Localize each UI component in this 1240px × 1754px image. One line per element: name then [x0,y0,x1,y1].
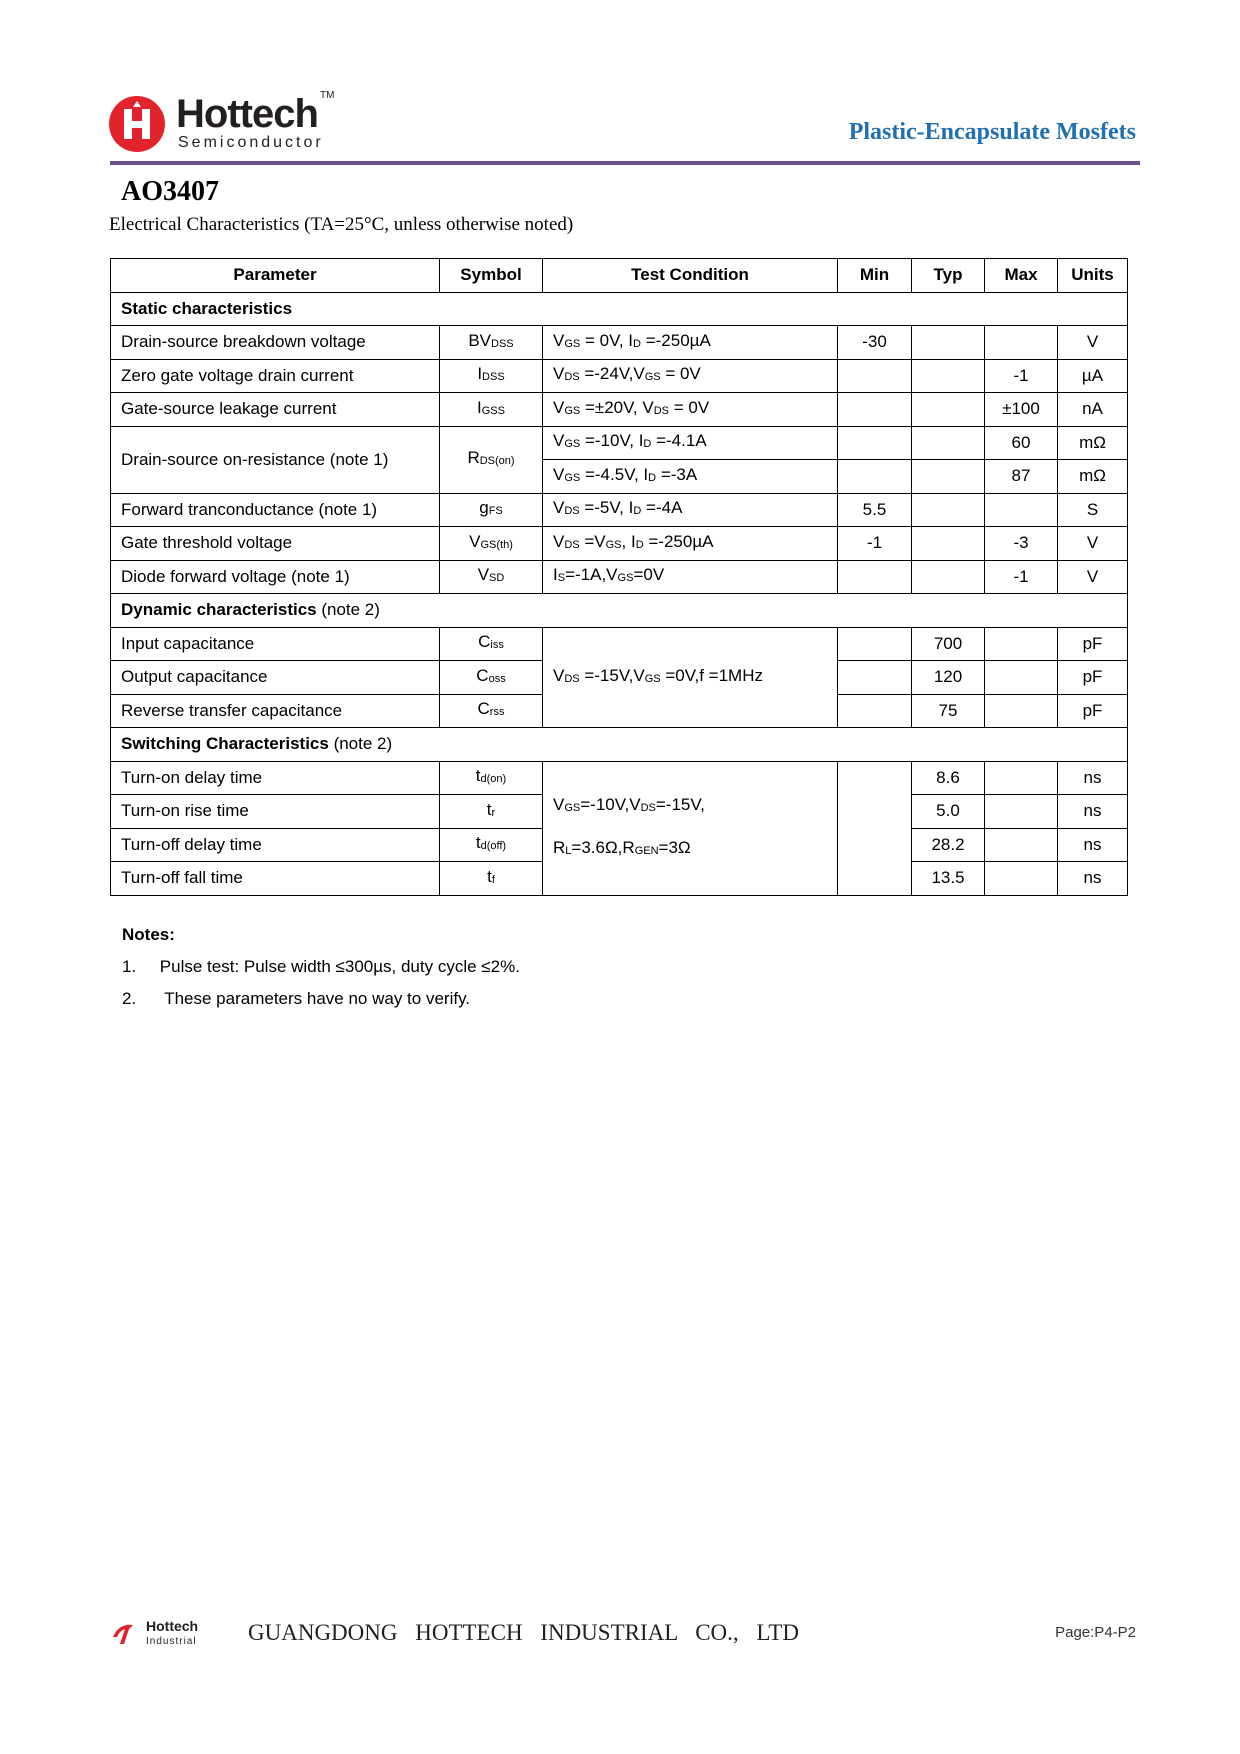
max-cell [985,326,1058,360]
note-reference: (note 2) [328,734,393,754]
typ-cell: 120 [912,661,985,695]
parameter-cell: Turn-on delay time [111,761,440,795]
table-row [111,426,1128,460]
notes-title: Notes: [122,925,175,944]
parameter-cell: Turn-off delay time [111,828,440,862]
symbol-cell [440,795,543,829]
footer-logo [110,1617,210,1647]
condition-cell: $I_S=-1A,V_{GS}=0V$ [543,560,838,594]
typ-cell [912,493,985,527]
column-header: Max [985,259,1058,293]
unit-cell: ns [1058,795,1128,829]
max-cell: 60 [985,426,1058,460]
max-cell: -1 [985,560,1058,594]
table-row [111,326,1128,360]
table-row [111,359,1128,393]
column-header: Min [838,259,912,293]
symbol-main: t [475,833,481,853]
unit-cell: nA [1058,393,1128,427]
symbol-cell [440,527,543,561]
header-title: Plastic-Encapsulate Mosfets [848,119,1136,145]
footer-company: GUANGDONG HOTTECH INDUSTRIAL CO., LTD [248,1620,799,1645]
parameter-cell: Drain-source on-resistance (note 1) [111,426,440,493]
unit-cell: mΩ [1058,460,1128,494]
symbol-cell [440,862,543,896]
section-title: Electrical Characteristics (TA=25°C, unless otherwise noted) [109,214,574,235]
symbol-subscript: GS(th) [480,538,513,551]
unit-cell: mΩ [1058,426,1128,460]
symbol-subscript: SD [489,572,505,585]
table-row [111,393,1128,427]
symbol-main: C [476,665,489,685]
column-header: Test Condition [543,259,838,293]
condition-cell: $V_{GS} = 0V$, $I_D =-250\mu A$ [543,326,838,360]
parameter-cell: Input capacitance [111,627,440,661]
parameter-cell: Gate-source leakage current [111,393,440,427]
typ-cell [912,359,985,393]
max-cell [985,761,1058,795]
typ-cell [912,560,985,594]
symbol-main: BV [468,330,492,350]
max-cell [985,661,1058,695]
table-row [111,527,1128,561]
typ-cell: 5.0 [912,795,985,829]
symbol-subscript: iss [490,639,504,652]
symbol-main: g [479,498,489,518]
column-header: Parameter [111,259,440,293]
symbol-main: t [486,799,492,819]
condition-cell: $V_{GS} =\pm 20V$, $V_{DS} = 0V$ [543,393,838,427]
column-header: Symbol [440,259,543,293]
symbol-cell [440,627,543,661]
typ-cell: 28.2 [912,828,985,862]
condition-cell: $V_{DS} =-24V,V_{GS} = 0V$ [543,359,838,393]
typ-cell: 8.6 [912,761,985,795]
max-cell: -1 [985,359,1058,393]
table-row [111,761,1128,795]
symbol-subscript: FS [488,505,503,518]
min-cell [838,560,912,594]
max-cell: -3 [985,527,1058,561]
trademark-mark: TM [320,90,335,101]
symbol-subscript: f [491,873,495,886]
parameter-cell: Forward tranconductance (note 1) [111,493,440,527]
symbol-cell [440,426,543,493]
unit-cell: ns [1058,862,1128,896]
footer-logo-sub: Industrial [146,1636,197,1647]
symbol-subscript: GSS [481,404,505,417]
symbol-main: C [477,699,490,719]
symbol-cell [440,393,543,427]
unit-cell: pF [1058,661,1128,695]
min-cell [838,627,912,661]
symbol-cell [440,560,543,594]
unit-cell: V [1058,560,1128,594]
min-cell [838,426,912,460]
hottech-logo-icon [108,95,166,153]
section-row [111,594,1128,628]
parameter-cell: Reverse transfer capacitance [111,694,440,728]
footer-logo-text: Hottech [146,1618,199,1634]
min-cell [838,694,912,728]
min-cell [838,761,912,895]
condition-cell: $V_{DS} =V_{GS}$, $I_D =-250\mu A$ [543,527,838,561]
min-cell: -30 [838,326,912,360]
symbol-main: I [477,397,482,417]
table-header-row [111,259,1128,293]
parameter-cell: Gate threshold voltage [111,527,440,561]
notes-block [122,919,520,1015]
typ-cell: 13.5 [912,862,985,896]
unit-cell: µA [1058,359,1128,393]
unit-cell: pF [1058,627,1128,661]
typ-cell [912,426,985,460]
max-cell: ±100 [985,393,1058,427]
section-label-dynamic [111,594,1128,628]
section-label-switching [111,728,1128,762]
symbol-subscript: r [491,806,496,819]
column-header: Typ [912,259,985,293]
min-cell [838,359,912,393]
table-row [111,627,1128,661]
symbol-subscript: DS(on) [479,455,515,467]
unit-cell: S [1058,493,1128,527]
unit-cell: V [1058,326,1128,360]
parameter-cell: Turn-on rise time [111,795,440,829]
parameter-cell: Output capacitance [111,661,440,695]
note-item: 1. Pulse test: Pulse width ≤300µs, duty cycle ≤2%. [122,957,520,976]
max-cell [985,862,1058,896]
symbol-subscript: oss [488,672,506,685]
brand-subtitle: Semiconductor [178,134,324,151]
page-number: Page:P4-P2 [1055,1624,1136,1641]
min-cell [838,393,912,427]
min-cell [838,661,912,695]
parameter-cell: Diode forward voltage (note 1) [111,560,440,594]
table-row [111,493,1128,527]
max-cell [985,828,1058,862]
condition-cell: $V_{GS} =-10V$, $I_D =-4.1A$ [543,426,838,460]
typ-cell: 700 [912,627,985,661]
symbol-main: t [475,766,481,786]
symbol-main: t [487,866,492,886]
section-label-static: Static characteristics [111,292,1128,326]
header-divider [110,161,1140,165]
unit-cell: V [1058,527,1128,561]
parameter-cell: Drain-source breakdown voltage [111,326,440,360]
table-row [111,560,1128,594]
condition-cell: $V_{DS} =-5V$, $I_D =-4A$ [543,493,838,527]
condition-cell: $V_{GS} =-4.5V$, $I_D =-3A$ [543,460,838,494]
symbol-subscript: DSS [482,371,505,384]
symbol-cell [440,326,543,360]
max-cell [985,627,1058,661]
part-number: AO3407 [121,176,219,207]
section-title-dynamic: Dynamic characteristics [121,600,317,620]
symbol-main: R [467,448,480,467]
symbol-subscript: rss [489,706,505,719]
symbol-cell [440,359,543,393]
max-cell [985,493,1058,527]
symbol-main: C [478,632,491,652]
max-cell [985,694,1058,728]
symbol-main: I [477,364,483,384]
note-item: 2. These parameters have no way to verify. [122,989,471,1008]
symbol-subscript: d(on) [480,773,507,786]
symbol-cell [440,493,543,527]
column-header: Units [1058,259,1128,293]
unit-cell: ns [1058,828,1128,862]
condition-cell: $V_{DS} =-15V,V_{GS} =0V,f =1MHz$ [543,627,838,728]
unit-cell: pF [1058,694,1128,728]
parameter-cell: Zero gate voltage drain current [111,359,440,393]
symbol-main: V [477,565,490,585]
min-cell [838,460,912,494]
typ-cell [912,527,985,561]
brand-name: Hottech [176,92,318,136]
symbol-main: V [469,531,481,551]
unit-cell: ns [1058,761,1128,795]
symbol-cell [440,828,543,862]
symbol-cell [440,661,543,695]
max-cell: 87 [985,460,1058,494]
electrical-characteristics-table [110,258,1128,896]
symbol-subscript: DSS [491,337,514,350]
section-row [111,292,1128,326]
min-cell: -1 [838,527,912,561]
min-cell: 5.5 [838,493,912,527]
typ-cell [912,326,985,360]
typ-cell [912,393,985,427]
symbol-cell [440,694,543,728]
section-row [111,728,1128,762]
section-title-switching: Switching Characteristics [121,734,329,754]
typ-cell [912,460,985,494]
parameter-cell: Turn-off fall time [111,862,440,896]
note-reference: (note 2) [316,600,380,620]
max-cell [985,795,1058,829]
typ-cell: 75 [912,694,985,728]
condition-cell: $V_{GS}=-10V,V_{DS}=-15V$, $R_L=3.6\Omega,R_{GEN}=3\Omega$ [543,761,838,895]
symbol-subscript: d(off) [480,840,507,853]
symbol-cell [440,761,543,795]
